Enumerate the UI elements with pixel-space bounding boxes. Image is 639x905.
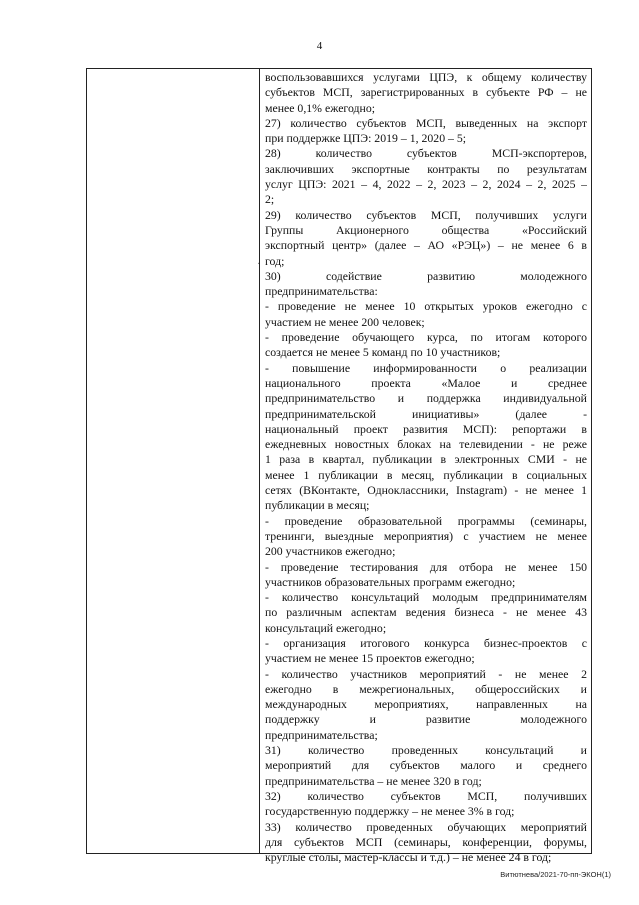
- table-right-column: [260, 70, 591, 865]
- text-line: создается не менее 5 команд по 10 участников;: [265, 345, 501, 360]
- table-left-column: [87, 69, 260, 853]
- text-line: 32) количество субъектов МСП, получивших: [265, 788, 587, 803]
- text-line: - проведение не менее 10 открытых уроков ежегодно с: [265, 299, 587, 314]
- text-line: государственную поддержку – не менее 3% в год;: [265, 804, 515, 819]
- text-line: 2;: [265, 192, 275, 207]
- text-line: субъектов МСП, зарегистрированных в субъекте РФ – не: [265, 85, 587, 100]
- text-line: ежедневных новостных блоках на телевидении - не реже: [265, 437, 587, 452]
- text-line: предпринимательства;: [265, 727, 378, 742]
- text-line: - организация итогового конкурса бизнес-проектов с: [265, 635, 587, 650]
- text-line: год;: [265, 253, 285, 268]
- text-line: 31) количество проведенных консультаций и: [265, 743, 587, 758]
- text-line: национальный проект развития МСП): репортажи в: [265, 421, 587, 436]
- text-line: участием не менее 200 человек;: [265, 314, 425, 329]
- text-line: национального проекта «Малое и среднее: [265, 375, 587, 390]
- text-line: сетях (ВКонтакте, Одноклассники, Instagram) - не менее 1: [265, 483, 587, 498]
- text-line: 33) количество проведенных обучающих мероприятий: [265, 819, 587, 834]
- text-line: 28) количество субъектов МСП-экспортеров,: [265, 146, 587, 161]
- text-line: - повышение информированности о реализации: [265, 360, 587, 375]
- stray-mark: ·: [257, 259, 261, 270]
- text-line: менее 0,1% ежегодно;: [265, 100, 376, 115]
- text-line: 30) содействие развитию молодежного: [265, 268, 587, 283]
- text-line: заключивших экспортные контракты по результатам: [265, 161, 587, 176]
- text-line: участников образовательных программ ежегодно;: [265, 574, 516, 589]
- text-line: круглые столы, мастер-классы и т.д.) – не менее 24 в год;: [265, 850, 552, 865]
- text-line: для субъектов МСП (семинары, конференции, форумы,: [265, 834, 587, 849]
- text-line: поддержку и развитие молодежного: [265, 712, 587, 727]
- text-line: - количество участников мероприятий - не менее 2: [265, 666, 587, 681]
- text-line: 200 участников ежегодно;: [265, 544, 396, 559]
- text-line: при поддержке ЦПЭ: 2019 – 1, 2020 – 5;: [265, 131, 467, 146]
- text-line: 27) количество субъектов МСП, выведенных на экспорт: [265, 115, 587, 130]
- text-line: предпринимательства:: [265, 284, 378, 299]
- text-line: предпринимательской инициативы» (далее -: [265, 406, 587, 421]
- text-line: - проведение тестирования для отбора не менее 150: [265, 559, 587, 574]
- text-line: воспользовавшихся услугами ЦПЭ, к общему количеству: [265, 70, 587, 84]
- text-line: - количество консультаций молодым предпринимателям: [265, 590, 587, 605]
- text-line: - проведение образовательной программы (семинары,: [265, 513, 587, 528]
- text-line: предпринимательство и поддержка индивидуальной: [265, 391, 587, 406]
- document-table: [86, 68, 592, 865]
- text-line: услуг ЦПЭ: 2021 – 4, 2022 – 2, 2023 – 2, 2024 – 2, 2025 –: [265, 177, 587, 192]
- text-line: экспортный центр» (далее – АО «РЭЦ») – не менее 6 в: [265, 238, 587, 253]
- text-line: 29) количество субъектов МСП, получивших услуги: [265, 207, 587, 222]
- text-line: 1 раза в квартал, публикации в электронных СМИ - не: [265, 452, 587, 467]
- document-footer: Витютнева/2021-70-пп-ЭКОН(1): [500, 870, 611, 879]
- text-line: - проведение обучающего курса, по итогам которого: [265, 330, 587, 345]
- text-line: публикации в месяц;: [265, 498, 370, 513]
- text-line: участием не менее 15 проектов ежегодно;: [265, 651, 475, 666]
- text-line: менее 1 публикации в месяц, публикации в социальных: [265, 467, 587, 482]
- text-line: ежегодно в межрегиональных, общероссийских и: [265, 681, 587, 696]
- page-number: 4: [316, 40, 323, 52]
- text-line: Группы Акционерного общества «Российский: [265, 222, 587, 237]
- text-line: тренинги, выездные мероприятия) с участием не менее: [265, 528, 587, 543]
- text-line: международных мероприятиях, направленных на: [265, 697, 587, 712]
- text-line: мероприятий для субъектов малого и среднего: [265, 758, 587, 773]
- text-line: консультаций ежегодно;: [265, 620, 387, 635]
- text-line: по различным аспектам ведения бизнеса - не менее 43: [265, 605, 587, 620]
- text-line: предпринимательства – не менее 320 в год;: [265, 773, 482, 788]
